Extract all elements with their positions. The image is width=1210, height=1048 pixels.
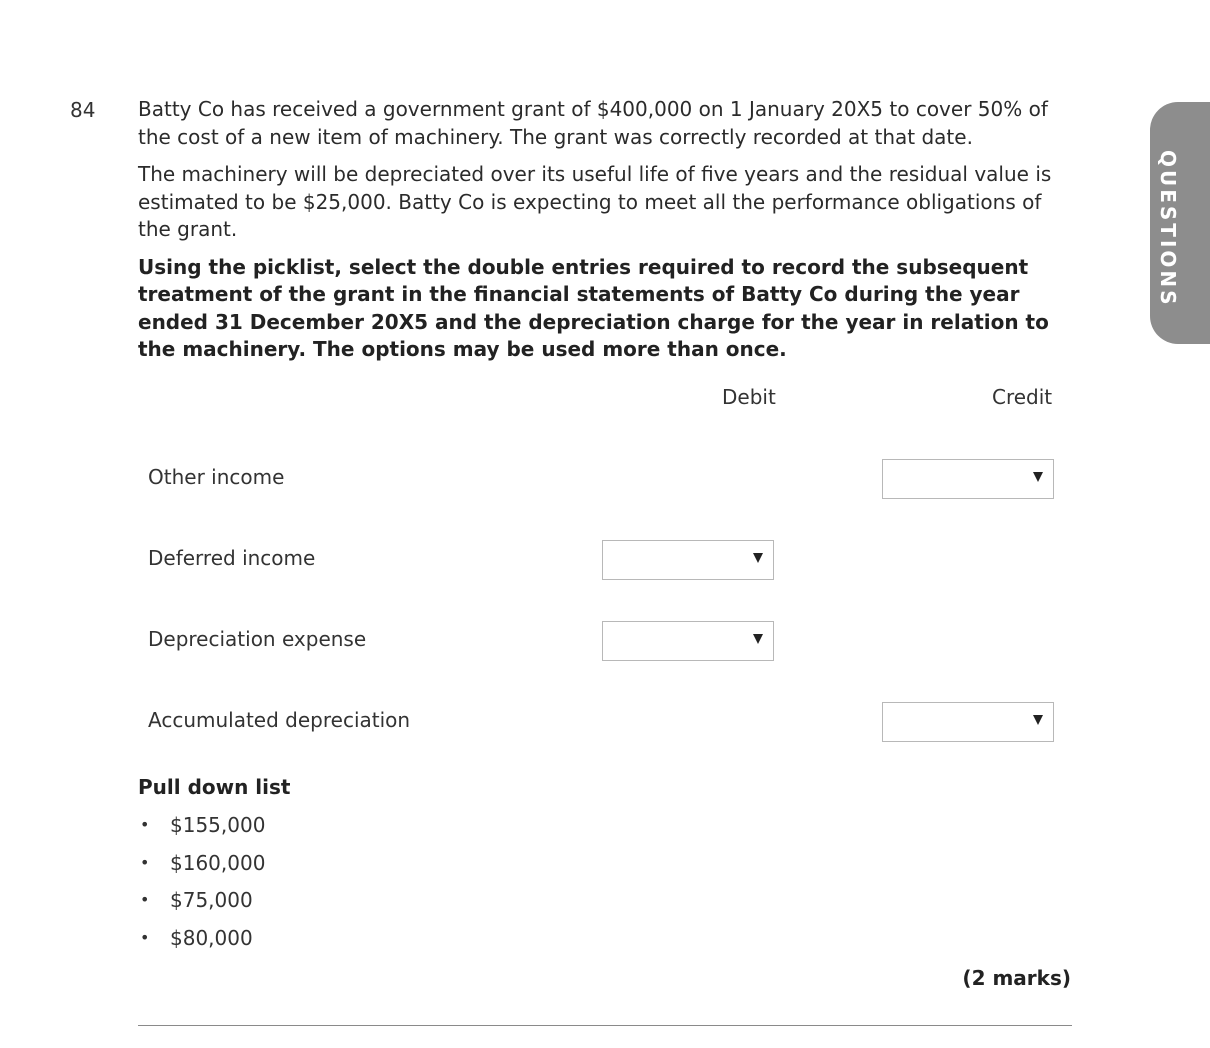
- question-instruction: Using the picklist, select the double entries required to record the subsequent treatment of the grant in the financial statements of Batty Co during the year ended 31 December 20X5 and the depreciation charge for the year in relation to the machinery. The options may be used more than once.: [138, 254, 1049, 361]
- list-item: [138, 885, 265, 923]
- triangle-down-icon: [1033, 472, 1043, 482]
- bullet-icon: •: [140, 815, 150, 834]
- marks-label: (2 marks): [962, 966, 1071, 990]
- row-label-other-income: Other income: [148, 465, 285, 489]
- triangle-down-icon: [753, 553, 763, 563]
- row-label-depreciation-expense: Depreciation expense: [148, 627, 367, 651]
- triangle-down-icon: [1033, 715, 1043, 725]
- side-tab-label: QUESTIONS: [1156, 150, 1180, 308]
- depreciation-expense-debit-dropdown[interactable]: [602, 621, 774, 661]
- picklist-title: Pull down list: [138, 775, 291, 799]
- picklist-option: $80,000: [170, 925, 253, 950]
- question-paragraph-2: The machinery will be depreciated over its useful life of five years and the residual value is estimated to be $25,000. Batty Co is expecting to meet all the performance obligations of the grant.: [138, 162, 1052, 241]
- deferred-income-debit-dropdown[interactable]: [602, 540, 774, 580]
- credit-column-header: Credit: [992, 385, 1053, 409]
- bullet-icon: •: [140, 852, 150, 872]
- list-item: [138, 848, 265, 886]
- triangle-down-icon: [753, 634, 763, 644]
- question-body: [138, 96, 1078, 374]
- other-income-credit-dropdown[interactable]: [882, 459, 1054, 499]
- question-number: 84: [70, 98, 96, 122]
- bullet-icon: •: [140, 927, 150, 947]
- list-item: [138, 810, 265, 848]
- row-label-accumulated-depreciation: Accumulated depreciation: [148, 708, 411, 732]
- picklist: [138, 810, 265, 960]
- picklist-option: $155,000: [170, 813, 266, 837]
- bullet-icon: •: [140, 890, 150, 909]
- row-label-deferred-income: Deferred income: [148, 546, 316, 570]
- side-tab: [1150, 102, 1210, 344]
- divider: [138, 1025, 1072, 1026]
- question-paragraph-1: Batty Co has received a government grant of $400,000 on 1 January 20X5 to cover 50% of the cost of a new item of machinery. The grant was correctly recorded at that date.: [138, 97, 1048, 149]
- list-item: [138, 923, 265, 961]
- accumulated-depreciation-credit-dropdown[interactable]: [882, 702, 1054, 742]
- picklist-option: $160,000: [170, 850, 266, 875]
- debit-column-header: Debit: [722, 385, 776, 409]
- picklist-option: $75,000: [170, 888, 253, 912]
